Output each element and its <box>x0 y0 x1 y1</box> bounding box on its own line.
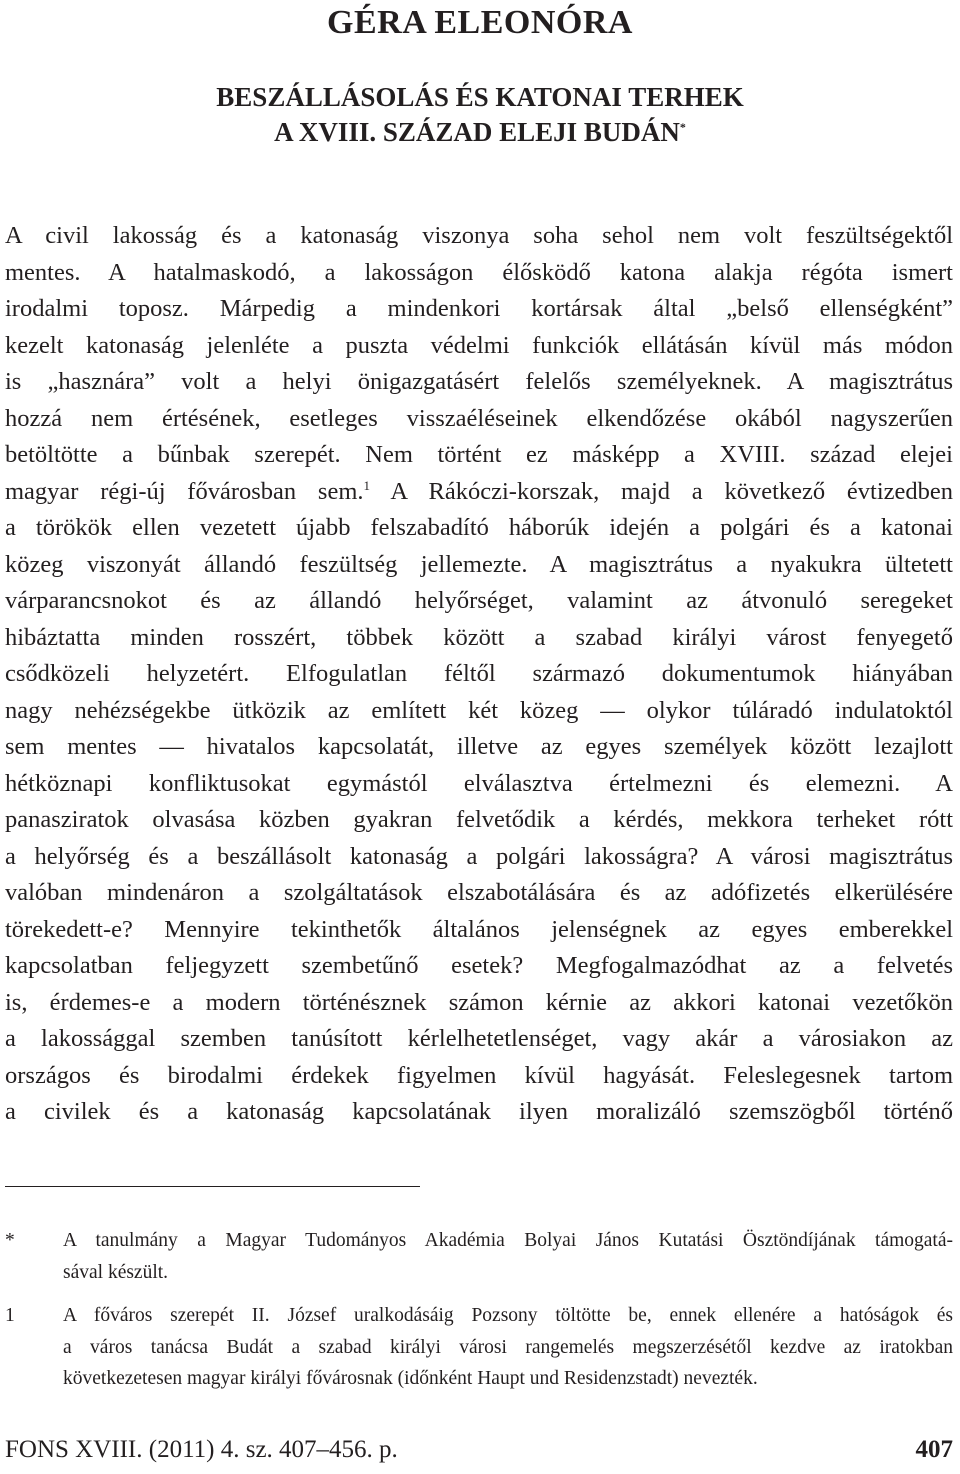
body-line: törekedett-e? Mennyire tekinthetők általános jelenségnek az egyes emberekkel <box>5 915 953 943</box>
body-line: irodalmi toposz. Márpedig a mindenkori kortársak által „belső ellenségként” <box>5 295 953 322</box>
body-line: a helyőrség és a beszállásolt katonaság a polgári lakosságra? A városi magisztrátus <box>5 842 953 870</box>
body-line: nagy nehézségekbe ütközik az említett két közeg — olykor túláradó indulatoktól <box>5 696 953 724</box>
footnote-line: A tanulmány a Magyar Tudományos Akadémia Bolyai János Kutatási Ösztöndíjának támogatá- <box>63 1230 953 1251</box>
body-line: hibáztatta minden rosszért, többek között a szabad királyi várost fenyegető <box>5 623 953 651</box>
footnote-line: következetesen magyar királyi fővárosnak (időnként Haupt und Residenzstadt) nevezték. <box>63 1368 758 1389</box>
body-line: sem mentes — hivatalos kapcsolatát, illetve az egyes személyek között lezajlott <box>5 733 953 760</box>
body-line: mentes. A hatalmaskodó, a lakosságon élősködő katona alakja régóta ismert <box>5 258 953 286</box>
article-title-line-1: BESZÁLLÁSOLÁS ÉS KATONAI TERHEK <box>216 82 744 112</box>
body-line: a civilek és a katonaság kapcsolatának ilyen moralizáló szemszögből történő <box>5 1098 953 1125</box>
body-line: országos és birodalmi érdekek figyelmen kívül hagyását. Feleslegesnek tartom <box>5 1061 953 1089</box>
body-line-8-start: magyar régi-új fővárosban sem. <box>5 477 364 505</box>
body-line: a lakossággal szemben tanúsított kérlelhetetlenséget, vagy akár a városiakon az <box>5 1025 953 1052</box>
body-line: panasziratok olvasása közben gyakran felvetődik a kérdés, mekkora terheket rótt <box>5 806 953 833</box>
body-line: A civil lakosság és a katonaság viszonya soha sehol nem volt feszültségektől <box>5 222 953 249</box>
page-footer <box>5 1436 953 1470</box>
body-line: betöltötte a bűnbak szerepét. Nem történt ez másképp a XVIII. század elejei <box>5 441 953 468</box>
footnotes <box>5 1225 953 1407</box>
body-line: közeg viszonyát állandó feszültség jellemezte. A magisztrátus a nyakukra ültetett <box>5 550 953 578</box>
footnote-1 <box>5 1300 953 1395</box>
body-line: kezelt katonaság jelenléte a puszta védelmi funkciók ellátásán kívül más módon <box>5 331 953 359</box>
body-line: csődközeli helyzetért. Elfogulatlan féltől származó dokumentumok hiányában <box>5 660 953 687</box>
footnote-ref-1[interactable]: 1 <box>363 477 371 493</box>
body-line: is „hasznára” volt a helyi önigazgatásért felelős személyeknek. A magisztrátus <box>5 368 953 395</box>
body-line: várparancsnokot és az állandó helyőrséget, valamint az átvonuló seregeket <box>5 587 953 614</box>
footnote-mark: 1 <box>5 1305 15 1326</box>
body-line: hétköznapi konfliktusokat egymástól elválasztva értelmezni és elemezni. A <box>5 769 953 797</box>
footnote-line: A főváros szerepét II. József uralkodásáig Pozsony töltötte be, ennek ellenére a hatóságok és <box>63 1305 953 1326</box>
footnote-line: sával készült. <box>63 1261 169 1283</box>
footnote-separator <box>5 1186 420 1187</box>
body-line <box>5 474 953 511</box>
article-title <box>0 80 960 150</box>
article-title-line-2-text: A XVIII. SZÁZAD ELEJI BUDÁN <box>274 117 680 147</box>
page-number: 407 <box>915 1436 953 1463</box>
footnote-mark: * <box>5 1230 15 1251</box>
body-line: is, érdemes-e a modern történésznek számon kérnie az akkori katonai vezetőkön <box>5 988 953 1016</box>
journal-citation: FONS XVIII. (2011) 4. sz. 407–456. p. <box>5 1436 398 1463</box>
article-body <box>5 218 953 1131</box>
body-line: valóban mindenáron a szolgáltatások elszabotálására és az adófizetés elkerülésére <box>5 879 953 906</box>
body-line: hozzá nem értésének, esetleges visszaéléseinek elkendőzése okából nagyszerűen <box>5 404 953 432</box>
body-line: kapcsolatban feljegyzett szembetűnő esetek? Megfogalmazódhat az a felvetés <box>5 952 953 979</box>
title-footnote-mark[interactable]: * <box>679 120 686 134</box>
article-title-line-2 <box>0 115 960 150</box>
body-line: a törökök ellen vezetett újabb felszabadító háborúk idején a polgári és a katonai <box>5 514 953 541</box>
article-author: GÉRA ELEONÓRA <box>327 4 633 41</box>
body-line-8-end: A Rákóczi-korszak, majd a következő évtizedben <box>370 477 953 505</box>
footnote-star <box>5 1225 953 1288</box>
footnote-line: a város tanácsa Budát a szabad királyi városi rangemelés megszerzésétől kezdve az iratokban <box>63 1336 953 1358</box>
